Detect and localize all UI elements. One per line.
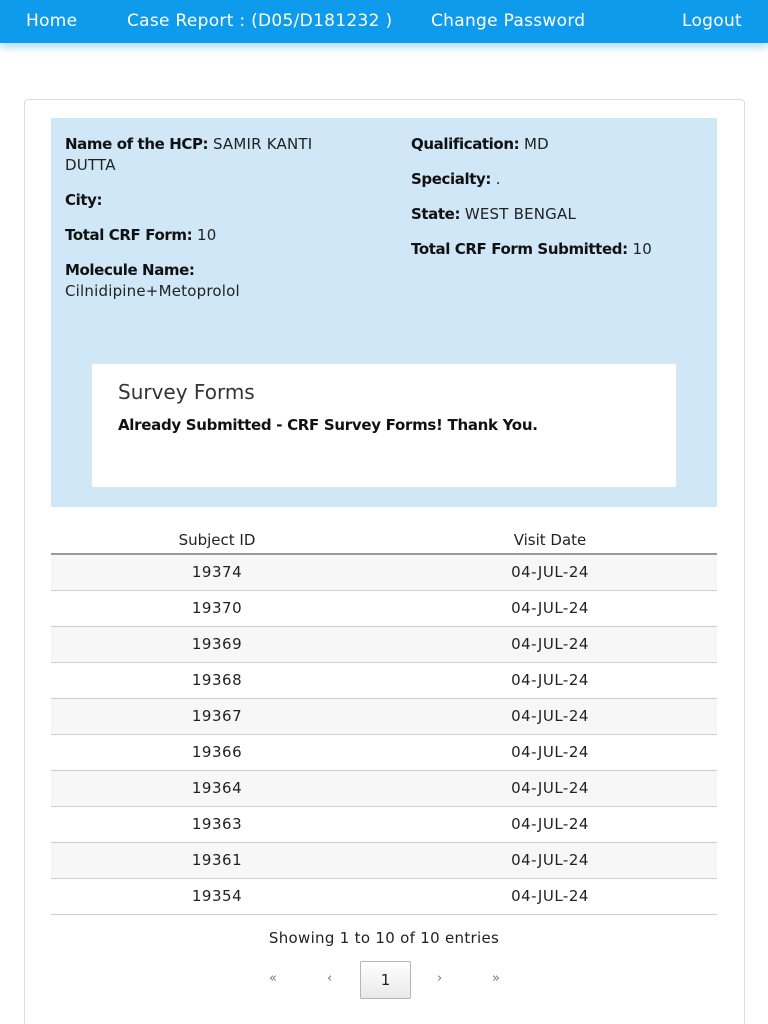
molecule-value: Cilnidipine+Metoprolol [65,282,240,300]
visit-date-cell: 04-JUL-24 [511,743,589,761]
subject-id-cell: 19364 [191,779,243,797]
visit-date-header[interactable]: Visit Date [513,531,587,549]
hcp-name-field [65,134,365,176]
table-header [51,527,717,555]
subject-id-cell: 19369 [191,635,243,653]
subject-id-cell: 19374 [191,563,243,581]
table-row [51,807,717,843]
hcp-info-panel [51,118,717,507]
state-value: WEST BENGAL [464,205,577,223]
visit-date-cell: 04-JUL-24 [511,815,589,833]
qualification-value: MD [524,135,549,153]
next-page-button[interactable]: › [437,971,443,986]
table-info-text: Showing 1 to 10 of 10 entries [268,929,500,947]
qualification-field [411,134,661,155]
specialty-label: Specialty: [411,170,491,188]
subject-id-header[interactable]: Subject ID [178,531,256,549]
molecule-label: Molecule Name: [65,261,195,279]
nav-case-report-link[interactable]: Case Report : (D05/D181232 ) [127,11,393,31]
state-field [411,204,661,225]
nav-home-link[interactable]: Home [26,11,78,31]
nav-logout-link[interactable]: Logout [681,11,742,31]
city-field [65,190,365,211]
submitted-value: 10 [632,240,652,258]
survey-submitted-message: Already Submitted - CRF Survey Forms! Thank You. [118,416,538,434]
subject-id-cell: 19370 [191,599,243,617]
city-label: City: [65,191,103,209]
table-row [51,663,717,699]
visit-date-cell: 04-JUL-24 [511,671,589,689]
table-row [51,555,717,591]
table-row [51,627,717,663]
table-row [51,735,717,771]
previous-page-button[interactable]: ‹ [327,971,333,986]
total-crf-label: Total CRF Form: [65,226,193,244]
submitted-field [411,239,661,260]
hcp-info-right-column [411,134,661,274]
visit-date-cell: 04-JUL-24 [511,599,589,617]
submitted-label: Total CRF Form Submitted: [411,240,628,258]
subject-id-cell: 19367 [191,707,243,725]
survey-forms-title: Survey Forms [118,380,255,404]
visit-date-cell: 04-JUL-24 [511,779,589,797]
state-label: State: [411,205,461,223]
table-row [51,699,717,735]
table-row [51,879,717,915]
hcp-name-value: SAMIR KANTI DUTTA [65,135,313,174]
molecule-field [65,260,365,302]
last-page-button[interactable]: » [492,971,500,986]
top-navbar [0,0,768,43]
total-crf-field [65,225,365,246]
hcp-name-label: Name of the HCP: [65,135,209,153]
survey-forms-box [91,363,677,488]
subject-id-cell: 19363 [191,815,243,833]
current-page-button[interactable]: 1 [360,961,411,999]
table-row [51,771,717,807]
table-row [51,591,717,627]
specialty-field [411,169,661,190]
subject-id-cell: 19361 [191,851,243,869]
specialty-value: . [495,170,501,188]
visit-date-cell: 04-JUL-24 [511,707,589,725]
visit-date-cell: 04-JUL-24 [511,887,589,905]
subject-id-cell: 19368 [191,671,243,689]
subject-table [51,527,717,915]
nav-change-password-link[interactable]: Change Password [431,11,586,31]
visit-date-cell: 04-JUL-24 [511,635,589,653]
qualification-label: Qualification: [411,135,520,153]
pagination [0,961,768,999]
total-crf-value: 10 [196,226,217,244]
subject-id-cell: 19354 [191,887,243,905]
subject-id-cell: 19366 [191,743,243,761]
visit-date-cell: 04-JUL-24 [511,851,589,869]
first-page-button[interactable]: « [269,971,277,986]
hcp-info-left-column [65,134,365,316]
table-row [51,843,717,879]
visit-date-cell: 04-JUL-24 [511,563,589,581]
